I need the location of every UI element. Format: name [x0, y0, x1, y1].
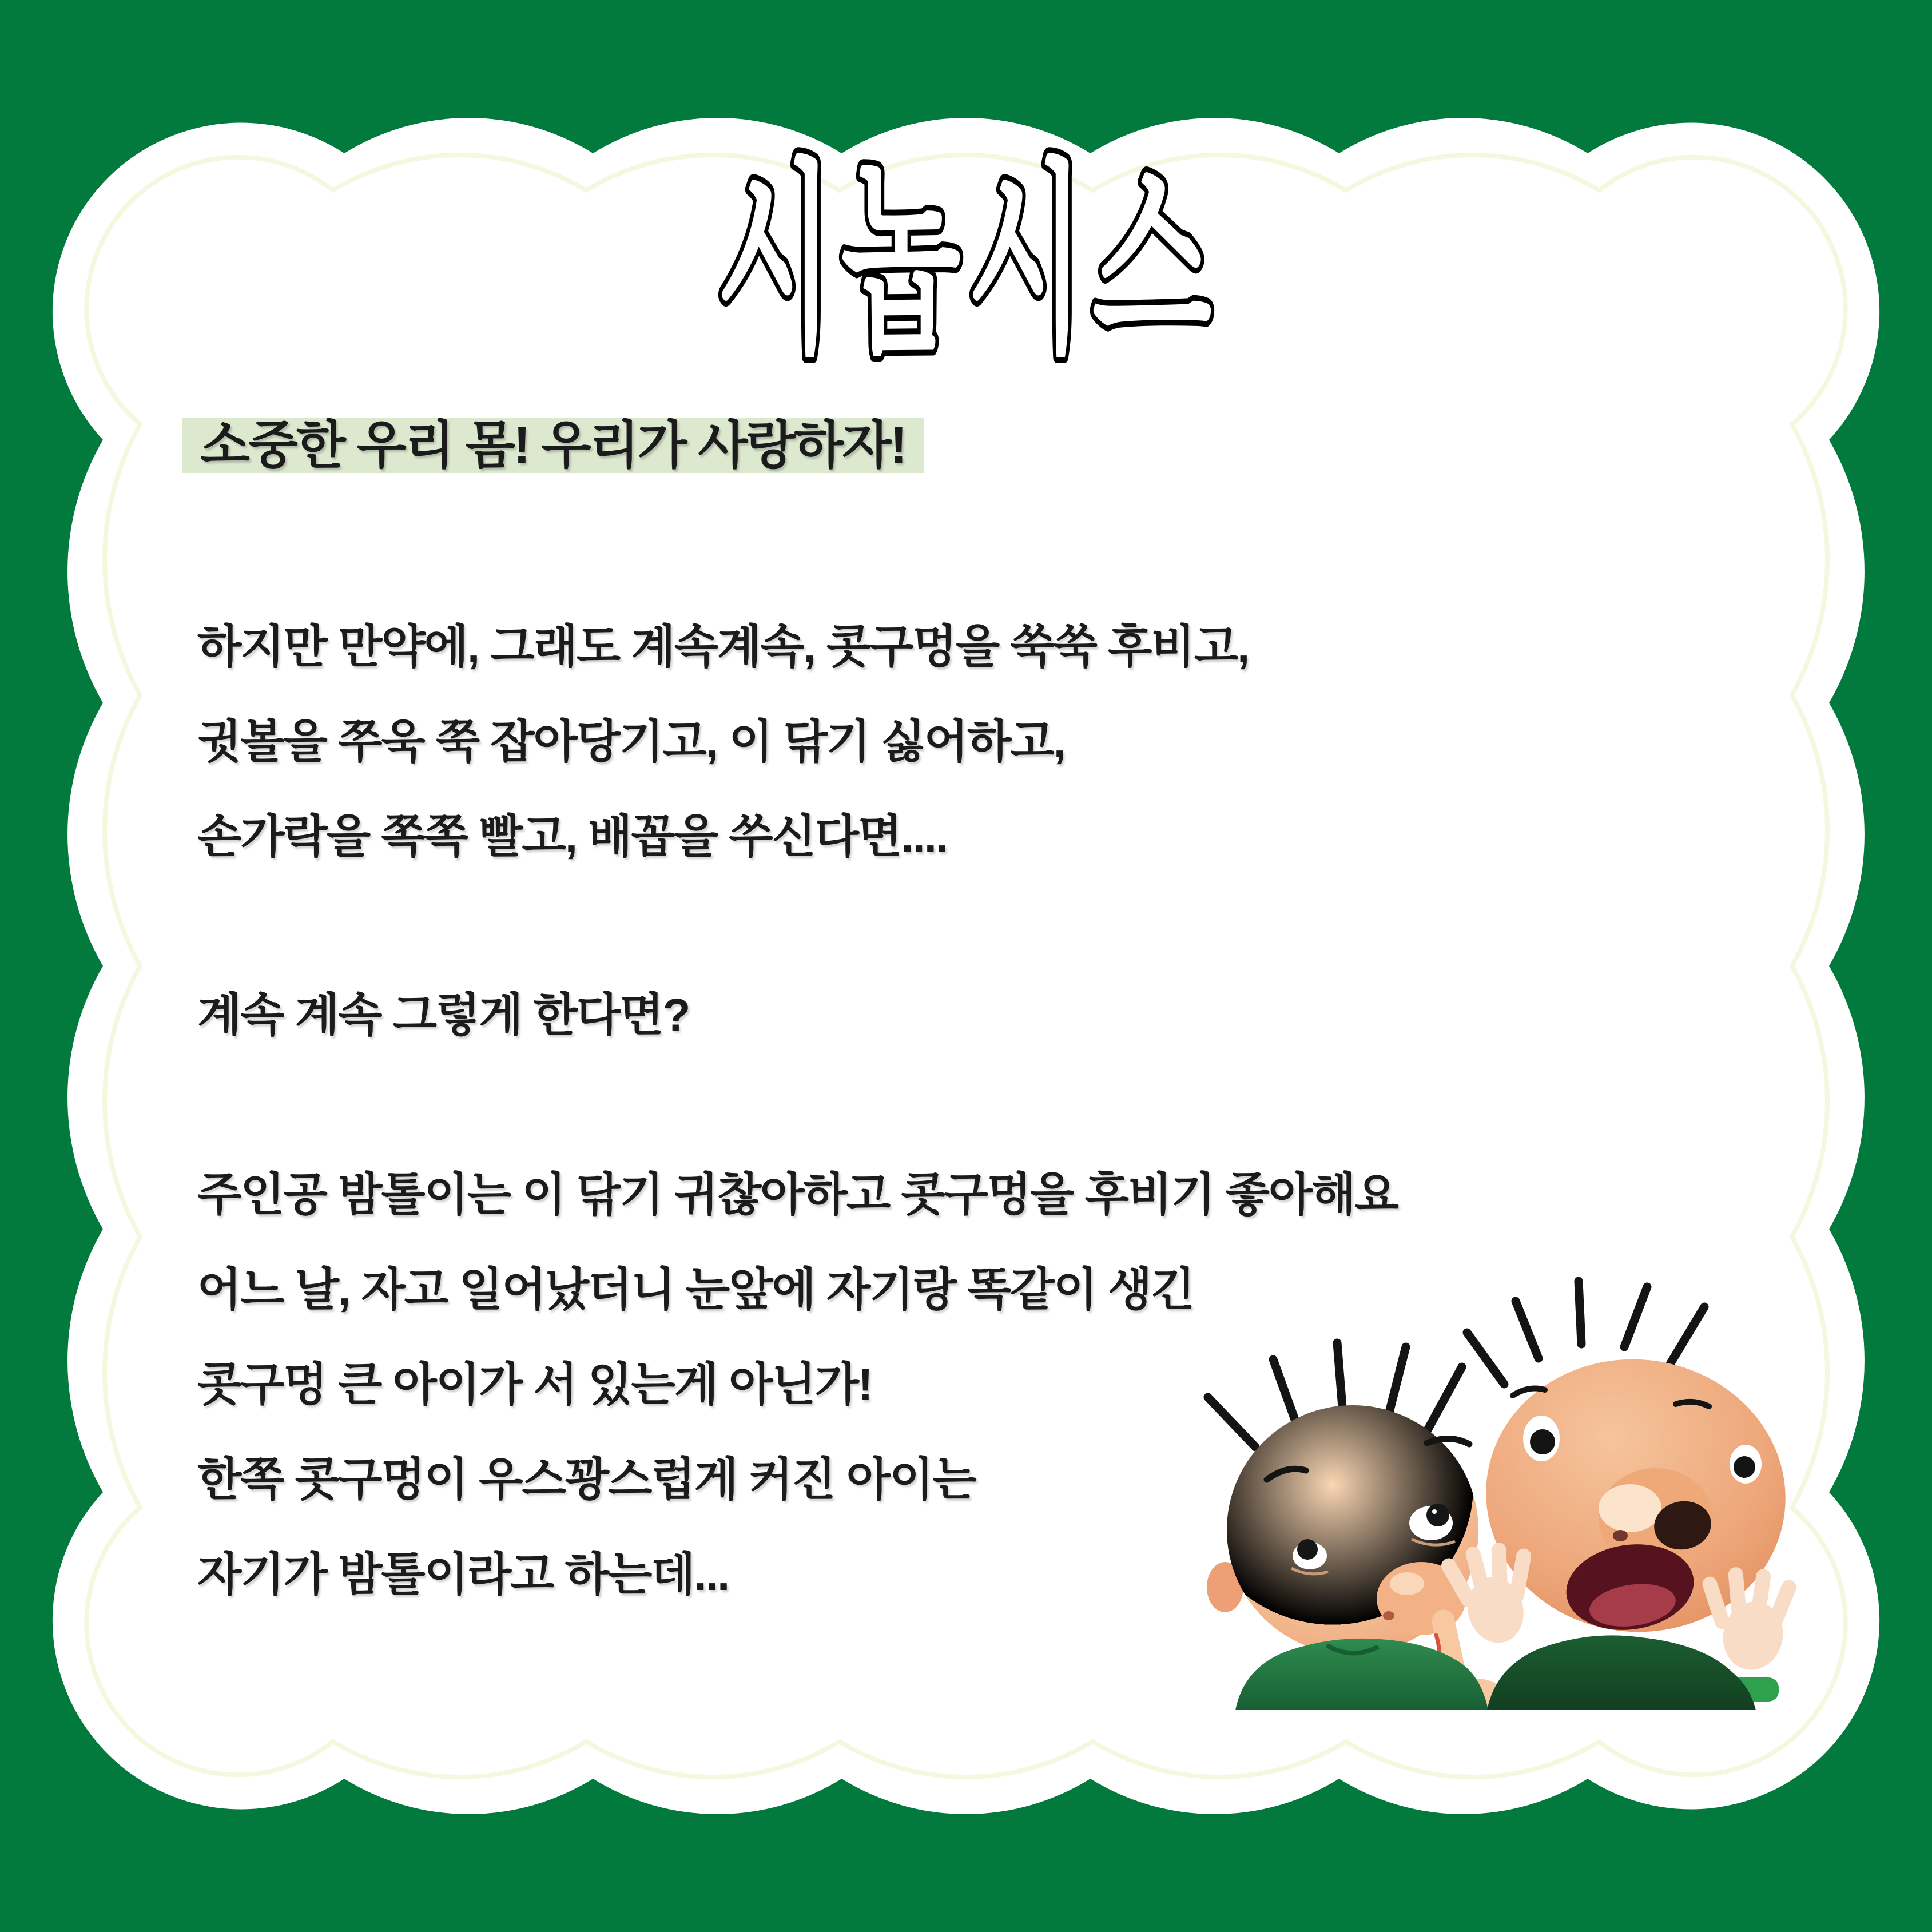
paragraph-line: 한쪽 콧구멍이 우스꽝스럽게 커진 아이는 — [197, 1454, 976, 1505]
character-nose-picking — [1207, 1343, 1508, 1710]
paragraph-line: 자기가 밤톨이라고 하는데... — [197, 1549, 729, 1600]
paragraph-line: 주인공 밤톨이는 이 닦기 귀찮아하고 콧구멍을 후비기 좋아해요 — [197, 1169, 1398, 1220]
paragraph-line: 계속 계속 그렇게 한다면? — [197, 989, 690, 1040]
character-surprised — [1438, 1281, 1799, 1710]
paragraph-line: 어느 날, 자고 일어났더니 눈앞에 자기랑 똑같이 생긴 — [197, 1264, 1194, 1315]
title-art — [0, 80, 1932, 400]
subtitle-highlight: 소중한 우리 몸! 우리가 사랑하자! — [182, 418, 924, 473]
paragraph-2 — [197, 968, 689, 1063]
paragraph-line: 귓볼을 쭈욱 쭉 잡아당기고, 이 닦기 싫어하고, — [197, 716, 1065, 767]
shirt — [1487, 1635, 1756, 1710]
paragraph-1 — [197, 599, 1249, 884]
paragraph-line: 콧구멍 큰 아이가 서 있는게 아닌가! — [197, 1359, 872, 1410]
paragraph-line: 하지만 만약에, 그래도 계속계속, 콧구멍을 쑥쑥 후비고, — [197, 621, 1249, 672]
paragraph-line: 손가락을 쪽쪽 빨고, 배꼽을 쑤신다면.... — [197, 811, 948, 862]
page-title: 시놉시스 — [715, 145, 1218, 376]
characters-illustration — [1138, 1267, 1813, 1710]
